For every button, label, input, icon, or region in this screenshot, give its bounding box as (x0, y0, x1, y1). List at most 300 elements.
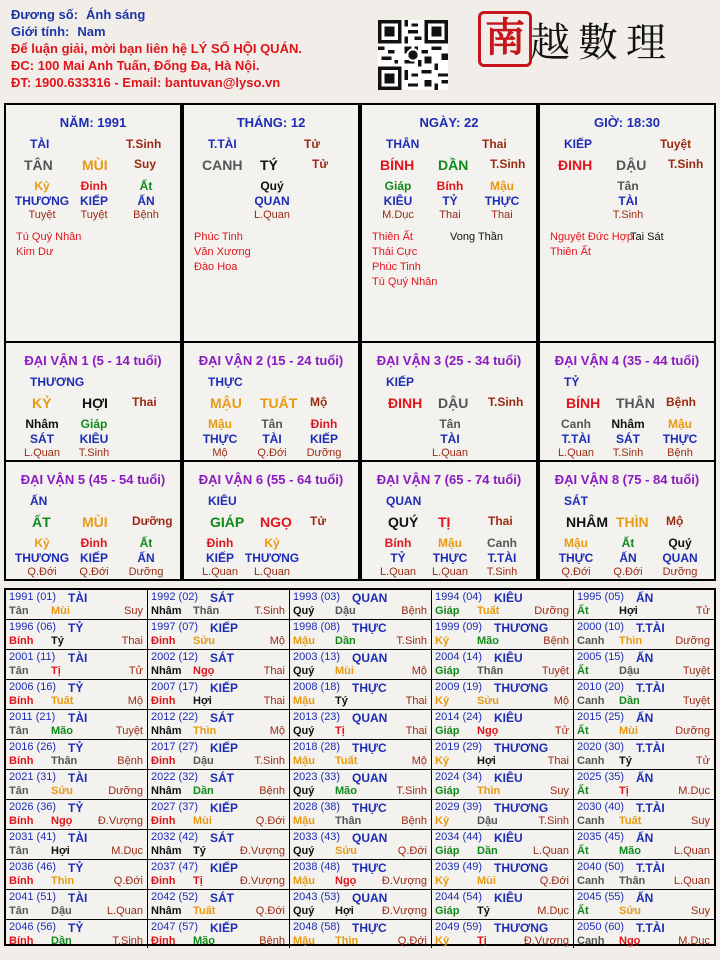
year-label: 1998 (08) (293, 621, 341, 633)
hidden-stage: Thai (491, 209, 513, 221)
year-ten-god: TỶ (68, 921, 84, 935)
pillar-cell (182, 103, 360, 343)
brand-logo (478, 8, 708, 70)
hidden-stage: L.Quan (253, 566, 291, 578)
year-branch: Mão (193, 935, 215, 947)
year-stem: Tân (9, 785, 29, 797)
hidden-stage: T.Sinh (612, 209, 644, 221)
year-stem: Tân (9, 845, 29, 857)
year-ten-god: KIẾP (210, 741, 239, 755)
year-branch: Dần (51, 935, 72, 947)
dai-van-cell (360, 341, 538, 462)
pillar-branch: MÙI (82, 157, 108, 173)
year-stage: Bệnh (401, 815, 427, 827)
year-ten-god: QUAN (352, 711, 388, 725)
year-stage: Bệnh (259, 935, 285, 947)
year-cell[interactable] (574, 680, 714, 710)
year-ten-god: TÀI (68, 651, 88, 665)
year-cell[interactable] (6, 830, 148, 860)
year-stem: Đinh (151, 935, 176, 947)
year-cell[interactable] (432, 620, 574, 650)
dai-van-stem: BÍNH (566, 395, 601, 411)
year-stem: Bính (9, 875, 34, 887)
year-cell[interactable] (148, 680, 290, 710)
year-stage: Mộ (411, 755, 427, 767)
hidden-stem: Kỷ (264, 536, 280, 550)
year-label: 2013 (23) (293, 711, 341, 723)
year-cell[interactable] (290, 740, 432, 770)
year-cell[interactable] (432, 650, 574, 680)
year-stage: T.Sinh (538, 815, 569, 827)
hidden-ten-god: THỰC (662, 432, 698, 446)
hidden-stage: Mộ (212, 447, 228, 459)
hidden-stem: Nhâm (25, 417, 59, 431)
dai-van-branch: NGỌ (260, 514, 292, 530)
year-ten-god: QUAN (352, 591, 388, 605)
hidden-stage: Q.Đới (257, 447, 287, 459)
dai-van-stage: Thai (132, 395, 157, 409)
year-branch: Mùi (619, 725, 638, 737)
year-label: 2018 (28) (293, 741, 341, 753)
year-branch: Hợi (51, 845, 70, 857)
year-branch: Hợi (619, 605, 638, 617)
year-stage: Bệnh (117, 755, 143, 767)
year-label: 2010 (20) (577, 681, 625, 693)
year-cell[interactable] (6, 770, 148, 800)
hidden-stage: Bệnh (667, 447, 693, 459)
year-stage: Thai (263, 665, 285, 677)
year-stem: Quý (293, 725, 315, 737)
year-stem: Nhâm (151, 725, 182, 737)
pillar-stage: T.Sinh (126, 137, 162, 151)
address-line: ĐC: 100 Mai Anh Tuấn, Đống Đa, Hà Nội. (11, 58, 260, 73)
year-ten-god: TÀI (68, 711, 88, 725)
year-cell[interactable] (290, 680, 432, 710)
dai-van-cell (538, 460, 716, 581)
year-cell[interactable] (6, 890, 148, 920)
year-stage: Bệnh (543, 635, 569, 647)
year-stem: Giáp (435, 785, 460, 797)
pillar-stage: Tuyệt (660, 137, 692, 151)
year-stem: Mậu (293, 635, 315, 647)
year-branch: Thìn (335, 935, 359, 947)
year-branch: Mùi (51, 605, 70, 617)
dai-van-stem: ẤT (32, 514, 51, 530)
hidden-stem: Mậu (208, 417, 232, 431)
year-label: 2017 (27) (151, 741, 199, 753)
hidden-ten-god: QUAN (662, 551, 698, 565)
year-branch: Tị (193, 875, 203, 887)
year-stage: Suy (124, 605, 143, 617)
year-label: 2006 (16) (9, 681, 57, 693)
year-cell[interactable] (432, 710, 574, 740)
year-stage: Đ.Vượng (239, 845, 285, 857)
year-branch: Thân (619, 875, 646, 887)
year-label: 2046 (56) (9, 921, 57, 933)
pillar-stem: TÂN (24, 157, 53, 173)
year-ten-god: T.TÀI (636, 921, 665, 935)
year-cell[interactable] (290, 620, 432, 650)
pillar-cell (4, 103, 182, 343)
year-stem: Ất (577, 905, 589, 917)
year-branch: Sửu (193, 635, 216, 647)
year-ten-god: QUAN (352, 771, 388, 785)
year-cell[interactable] (432, 920, 574, 948)
year-cell[interactable] (148, 620, 290, 650)
year-ten-god: T.TÀI (636, 801, 665, 815)
year-stage: L.Quan (106, 905, 143, 917)
contact-line: Để luận giải, mời bạn liên hệ LÝ SỐ HỘI QUÁN. (11, 41, 302, 56)
year-ten-god: THỰC (352, 681, 387, 695)
year-label: 2025 (35) (577, 771, 625, 783)
hidden-ten-god: KIẾP (309, 432, 339, 446)
pillar-stem: BÍNH (380, 157, 415, 173)
year-ten-god: TỶ (68, 681, 84, 695)
year-stem: Đinh (151, 815, 176, 827)
year-stem: Canh (577, 695, 605, 707)
year-cell[interactable] (432, 830, 574, 860)
pillar-branch: TÝ (260, 157, 278, 173)
year-label: 1996 (06) (9, 621, 57, 633)
year-cell[interactable] (290, 800, 432, 830)
year-stage: Mộ (269, 725, 285, 737)
hidden-stem: Bính (436, 179, 464, 193)
year-cell[interactable] (574, 590, 714, 620)
year-cell[interactable] (148, 800, 290, 830)
pillar-cell (360, 103, 538, 343)
hidden-ten-god: TÀI (618, 194, 638, 208)
year-stage: Mộ (127, 695, 143, 707)
dai-van-stem: QUÝ (388, 514, 419, 530)
year-stem: Nhâm (151, 665, 182, 677)
year-stage: M.Dục (678, 935, 710, 947)
hidden-ten-god: T.TÀI (561, 432, 591, 446)
year-stem: Ất (577, 725, 589, 737)
year-ten-god: KIẾP (210, 921, 239, 935)
year-branch: Dậu (619, 665, 640, 677)
year-ten-god: ẤN (636, 651, 654, 665)
year-cell[interactable] (432, 770, 574, 800)
year-cell[interactable] (148, 710, 290, 740)
year-cell[interactable] (290, 860, 432, 890)
qr-code-icon[interactable] (378, 20, 448, 90)
year-stem: Tân (9, 905, 29, 917)
year-cell[interactable] (148, 650, 290, 680)
year-stem: Ất (577, 605, 589, 617)
year-branch: Tuất (51, 695, 74, 707)
year-cell[interactable] (432, 590, 574, 620)
year-ten-god: ẤN (636, 771, 654, 785)
year-stage: L.Quan (673, 845, 710, 857)
hidden-stem: Đinh (206, 536, 234, 550)
year-cell[interactable] (574, 890, 714, 920)
hidden-stem: Tân (617, 179, 639, 193)
year-ten-god: SÁT (210, 891, 234, 905)
dai-van-stage: Dưỡng (132, 514, 173, 528)
dai-van-title: ĐẠI VẬN 3 (25 - 34 tuổi) (376, 353, 522, 368)
year-cell[interactable] (148, 740, 290, 770)
dai-van-title: ĐẠI VẬN 7 (65 - 74 tuổi) (376, 472, 522, 487)
year-branch: Dần (193, 785, 214, 797)
year-stage: Đ.Vượng (523, 935, 569, 947)
year-branch: Mão (477, 635, 499, 647)
hidden-ten-god: TỶ (442, 194, 458, 208)
dai-van-cell (4, 341, 182, 462)
dai-van-branch: HỢI (82, 395, 108, 411)
year-label: 2000 (10) (577, 621, 625, 633)
year-label: 2048 (58) (293, 921, 341, 933)
year-cell[interactable] (148, 770, 290, 800)
year-cell[interactable] (432, 680, 574, 710)
year-label: 2011 (21) (9, 711, 56, 723)
hidden-stem: Ất (139, 536, 153, 550)
year-label: 2027 (37) (151, 801, 199, 813)
hidden-stem: Đinh (80, 536, 108, 550)
year-cell[interactable] (6, 860, 148, 890)
year-cell[interactable] (432, 860, 574, 890)
dai-van-stem: KỶ (32, 395, 52, 411)
year-cell[interactable] (290, 710, 432, 740)
year-cell[interactable] (148, 830, 290, 860)
year-cell[interactable] (6, 680, 148, 710)
year-stage: Dưỡng (534, 605, 569, 617)
year-ten-god: THƯƠNG (494, 621, 549, 635)
year-cell[interactable] (432, 740, 574, 770)
dai-van-cell (360, 460, 538, 581)
year-cell[interactable] (6, 650, 148, 680)
year-cell[interactable] (148, 590, 290, 620)
year-stage: Đ.Vượng (239, 875, 285, 887)
hidden-ten-god: QUAN (254, 194, 290, 208)
year-stage: Thai (405, 725, 427, 737)
hidden-stem: Kỷ (34, 179, 50, 193)
year-stage: Thai (121, 635, 143, 647)
year-cell[interactable] (148, 860, 290, 890)
year-cell[interactable] (148, 920, 290, 948)
dai-van-ten-god: SÁT (564, 494, 588, 508)
pillar-stem: ĐINH (558, 157, 593, 173)
pillar-title: NĂM: 1991 (59, 115, 127, 130)
year-cell[interactable] (574, 920, 714, 948)
year-ten-god: KIẾP (210, 621, 239, 635)
year-stage: Tuyệt (682, 695, 710, 707)
year-cell[interactable] (574, 650, 714, 680)
year-branch: Mão (619, 845, 641, 857)
dai-van-stage: Mộ (666, 514, 684, 528)
dai-van-ten-god: QUAN (386, 494, 422, 508)
year-cell[interactable] (574, 710, 714, 740)
dai-van-title: ĐẠI VẬN 8 (75 - 84 tuổi) (554, 472, 700, 487)
year-label: 2021 (31) (9, 771, 57, 783)
dai-van-branch: THÂN (616, 395, 655, 411)
hidden-ten-god: THƯƠNG (14, 194, 70, 208)
hidden-stem: Ất (621, 536, 635, 550)
year-cell[interactable] (432, 800, 574, 830)
hidden-stage: Dưỡng (662, 566, 698, 578)
year-cell[interactable] (148, 890, 290, 920)
dai-van-stage: T.Sinh (488, 395, 524, 409)
year-ten-god: SÁT (210, 831, 234, 845)
year-stem: Giáp (435, 725, 460, 737)
year-stem: Canh (577, 875, 605, 887)
year-stage: Tử (128, 665, 143, 677)
year-ten-god: KIÊU (494, 891, 523, 905)
year-cell[interactable] (574, 830, 714, 860)
dai-van-branch: MÙI (82, 514, 108, 530)
hidden-ten-god: THỰC (202, 432, 238, 446)
year-label: 2024 (34) (435, 771, 483, 783)
pillar-title: THÁNG: 12 (236, 115, 306, 130)
year-cell[interactable] (290, 830, 432, 860)
year-label: 2047 (57) (151, 921, 199, 933)
year-cell[interactable] (574, 860, 714, 890)
year-stage: Đ.Vượng (381, 875, 427, 887)
hidden-stem: Giáp (80, 417, 108, 431)
year-label: 2020 (30) (577, 741, 625, 753)
year-ten-god: TÀI (68, 591, 88, 605)
year-label: 2034 (44) (435, 831, 483, 843)
hidden-stem: Ất (139, 179, 153, 193)
phone-email-line[interactable]: ĐT: 1900.633316 - Email: bantuvan@lyso.vn (11, 75, 281, 90)
dai-van-stage: Bệnh (666, 395, 696, 409)
year-stem: Ất (577, 785, 589, 797)
year-branch: Tý (477, 905, 490, 917)
year-cell[interactable] (6, 740, 148, 770)
year-branch: Sửu (51, 785, 74, 797)
pillar-ten-god: TÀI (30, 137, 50, 151)
year-label: 2039 (49) (435, 861, 483, 873)
year-stage: Tuyệt (541, 665, 569, 677)
year-stage: Q.Đới (397, 935, 427, 947)
year-label: 2043 (53) (293, 891, 341, 903)
year-label: 2028 (38) (293, 801, 341, 813)
year-ten-god: KIẾP (210, 801, 239, 815)
year-cell[interactable] (6, 620, 148, 650)
pillar-title: GIỜ: 18:30 (593, 115, 660, 130)
dai-van-title: ĐẠI VẬN 1 (5 - 14 tuổi) (24, 353, 162, 368)
dai-van-branch: DẬU (438, 395, 469, 411)
year-stage: Suy (550, 785, 569, 797)
year-cell[interactable] (290, 650, 432, 680)
year-label: 2031 (41) (9, 831, 57, 843)
year-label: 1992 (02) (151, 591, 199, 603)
year-cell[interactable] (6, 800, 148, 830)
year-ten-god: ẤN (636, 591, 654, 605)
dai-van-stage: Tử (310, 514, 327, 528)
year-stage: Q.Đới (113, 875, 143, 887)
dai-van-title: ĐẠI VẬN 6 (55 - 64 tuổi) (198, 472, 344, 487)
dai-van-title: ĐẠI VẬN 5 (45 - 54 tuổi) (20, 472, 166, 487)
year-label: 1997 (07) (151, 621, 199, 633)
hidden-ten-god: THƯƠNG (14, 551, 70, 565)
year-label: 2032 (42) (151, 831, 199, 843)
year-branch: Ngọ (335, 875, 357, 887)
year-branch: Ngọ (619, 935, 641, 947)
pillar-star: Tú Quý Nhân (16, 231, 82, 243)
hidden-ten-god: TỶ (390, 551, 406, 565)
year-cell[interactable] (290, 770, 432, 800)
year-branch: Sửu (477, 695, 500, 707)
year-branch: Ngọ (51, 815, 73, 827)
hidden-ten-god: T.TÀI (487, 551, 517, 565)
year-branch: Dậu (477, 815, 498, 827)
year-cell[interactable] (6, 590, 148, 620)
year-ten-god: TỶ (68, 801, 84, 815)
year-ten-god: KIÊU (494, 771, 523, 785)
hidden-stage: Tuyệt (80, 209, 108, 221)
year-cell[interactable] (432, 890, 574, 920)
year-cell[interactable] (290, 890, 432, 920)
hidden-stage: Q.Đới (27, 566, 57, 578)
year-ten-god: TỶ (68, 741, 84, 755)
year-ten-god: TỶ (68, 621, 84, 635)
hidden-ten-god: KIẾP (79, 551, 109, 565)
year-stem: Nhâm (151, 605, 182, 617)
hidden-stem: Đinh (80, 179, 108, 193)
hidden-stage: L.Quan (431, 447, 469, 459)
year-ten-god: THỰC (352, 861, 387, 875)
hidden-stage: L.Quan (201, 566, 239, 578)
year-cell[interactable] (6, 710, 148, 740)
year-label: 2005 (15) (577, 651, 625, 663)
year-ten-god: TÀI (68, 891, 88, 905)
hidden-stem: Mậu (668, 417, 692, 431)
year-label: 2019 (29) (435, 741, 483, 753)
hidden-stem: Mậu (490, 179, 514, 193)
year-stage: Q.Đới (255, 905, 285, 917)
year-label: 2033 (43) (293, 831, 341, 843)
year-cell[interactable] (290, 920, 432, 948)
year-ten-god: T.TÀI (636, 621, 665, 635)
year-cell[interactable] (574, 620, 714, 650)
dai-van-cell (4, 460, 182, 581)
hidden-stage: L.Quan (431, 566, 469, 578)
year-label: 2003 (13) (293, 651, 341, 663)
hidden-stage: Q.Đới (79, 566, 109, 578)
year-stem: Nhâm (151, 905, 182, 917)
year-stage: Tử (695, 755, 710, 767)
year-stage: Tử (554, 725, 569, 737)
year-cell[interactable] (290, 590, 432, 620)
hidden-stage: Bệnh (133, 209, 159, 221)
year-stage: Mộ (553, 695, 569, 707)
hidden-stage: L.Quan (23, 447, 61, 459)
year-ten-god: KIẾP (210, 861, 239, 875)
year-stem: Tân (9, 725, 29, 737)
dai-van-title: ĐẠI VẬN 2 (15 - 24 tuổi) (198, 353, 344, 368)
year-cell[interactable] (574, 800, 714, 830)
year-branch: Thân (477, 665, 504, 677)
year-branch: Hợi (477, 755, 496, 767)
year-ten-god: KIÊU (494, 651, 523, 665)
year-branch: Tuất (193, 905, 216, 917)
year-stem: Đinh (151, 875, 176, 887)
gender-value: Nam (77, 24, 106, 39)
pillar-title: NGÀY: 22 (419, 115, 479, 130)
dai-van-cell (538, 341, 716, 462)
pillar-stage: Thai (482, 137, 507, 151)
year-cell[interactable] (574, 770, 714, 800)
year-branch: Ngọ (193, 665, 215, 677)
year-stage: Dưỡng (675, 635, 710, 647)
year-stem: Giáp (435, 845, 460, 857)
year-branch: Tị (51, 665, 61, 677)
year-cell[interactable] (6, 920, 148, 948)
year-cell[interactable] (574, 740, 714, 770)
year-stage: Đ.Vượng (381, 905, 427, 917)
year-label: 2029 (39) (435, 801, 483, 813)
year-stem: Mậu (293, 935, 315, 947)
